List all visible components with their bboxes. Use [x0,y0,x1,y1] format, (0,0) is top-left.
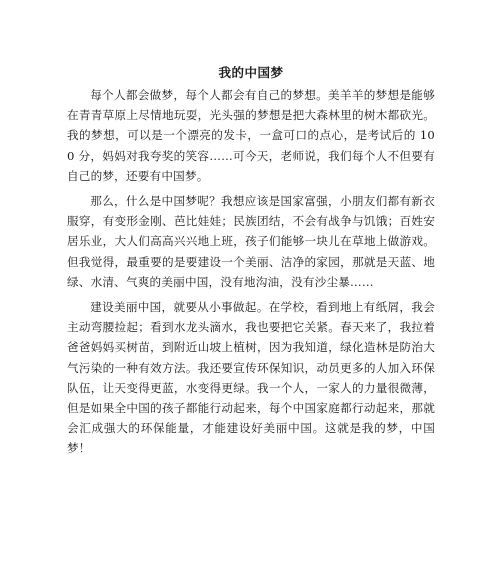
paragraph-1: 每个人都会做梦，每个人都会有自己的梦想。美羊羊的梦想是能够在青青草原上尽情地玩耍，光头强的梦想是把大森林里的树木都砍光。我的梦想，可以是一个漂亮的发卡，一盒可口的点心，是考试后的 100 分，妈妈对我夸奖的笑容……可今天，老师说，我们每个人不但要有自己的梦，还要有中国梦。 [67,88,435,183]
paragraph-2: 那么，什么是中国梦呢？我想应该是国家富强，小朋友们都有新衣服穿，有变形金刚、芭比娃娃；民族团结，不会有战争与饥饿；百姓安居乐业，大人们高高兴兴地上班，孩子们能够一块儿在草地上做游戏。但我觉得，最重要的是要建设一个美丽、洁净的家园，那就是天蓝、地绿、水清、气爽的美丽中国，没有地沟油，没有沙尘暴…… [67,194,435,289]
document-body [67,64,435,464]
document-title: 我的中国梦 [218,65,284,80]
paragraph-3: 建设美丽中国，就要从小事做起。在学校，看到地上有纸屑，我会主动弯腰捡起；看到水龙头滴水，我也要把它关紧。春天来了，我拉着爸爸妈妈买树苗，到附近山坡上植树，因为我知道，绿化造林是防治大气污染的一种有效方法。我还要宣传环保知识，动员更多的人加入环保队伍，让天变得更蓝，水变得更绿。我一个人，一家人的力量很微薄，但是如果全中国的孩子都能行动起来，每个中国家庭都行动起来，那就会汇成强大的环保能量，才能建设好美丽中国。这就是我的梦，中国梦！ [67,300,435,456]
